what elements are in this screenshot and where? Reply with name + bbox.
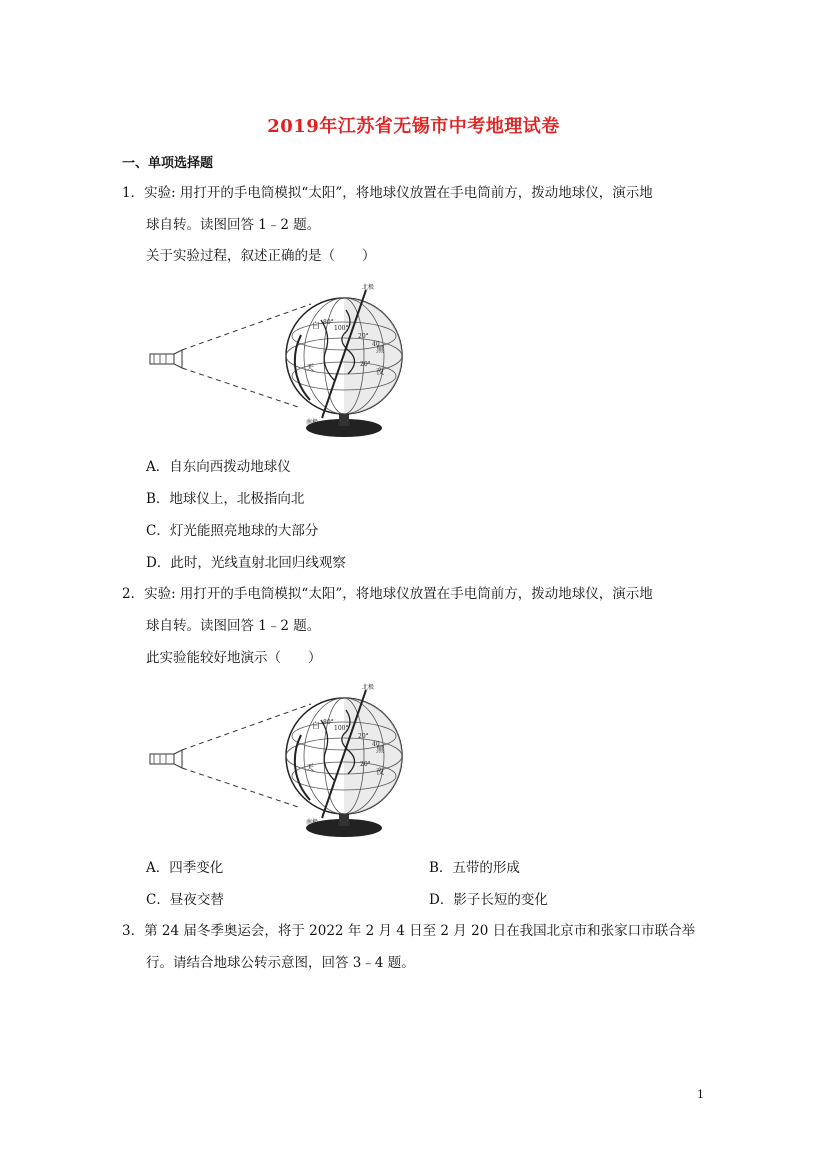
q3-text-line1: 第 24 届冬季奥运会，将于 2022 年 2 月 4 日至 2 月 20 日在我国北京市和张家口市联合举 [144, 923, 696, 939]
document-title: 2019年江苏省无锡市中考地理试卷 [267, 116, 560, 137]
day-label-1: 白 [312, 321, 320, 330]
section-heading: 一、单项选择题 [122, 156, 214, 171]
q2-option-d[interactable]: D．影子长短的变化 [429, 892, 548, 908]
day-label-2: 天 [306, 363, 314, 372]
q1-option-b[interactable]: B．地球仪上，北极指向北 [146, 491, 305, 507]
q3-number: 3． [122, 923, 145, 939]
lat-label-2: 40 [372, 341, 380, 348]
north-pole-label: 北极 [362, 284, 375, 291]
flashlight-globe-illustration [146, 280, 426, 440]
q2-option-a[interactable]: A．四季变化 [146, 860, 224, 876]
q1-line1 [122, 183, 653, 203]
night-label-1: 黑 [376, 745, 384, 754]
lon-label-2: 100° [334, 325, 349, 332]
lat-label-1: 20° [358, 733, 369, 740]
globe-figure-1 [146, 280, 426, 444]
q1-stem: 关于实验过程，叙述正确的是（ ） [146, 248, 376, 264]
q1-number: 1． [122, 185, 145, 201]
globe-figure-2 [146, 680, 426, 844]
lat-label-3: 20° [360, 361, 371, 368]
q2-text-line1: 实验: 用打开的手电筒模拟“太阳”，将地球仪放置在手电筒前方，拨动地球仪，演示地 [144, 586, 653, 602]
q2-text-line2: 球自转。读图回答 1﹣2 题。 [146, 618, 321, 634]
q1-option-c[interactable]: C．灯光能照亮地球的大部分 [146, 523, 319, 539]
page-number: 1 [697, 1088, 704, 1101]
day-label-2: 天 [306, 763, 314, 772]
q1-option-a[interactable]: A．自东向西拨动地球仪 [146, 459, 291, 475]
q1-text-line1: 实验: 用打开的手电筒模拟“太阳”，将地球仪放置在手电筒前方，拨动地球仪，演示地 [144, 185, 653, 201]
south-pole-label: 南极 [306, 419, 319, 426]
q2-option-c[interactable]: C．昼夜交替 [146, 892, 224, 908]
lon-label: 80° [323, 719, 334, 726]
lat-label-2: 40 [372, 741, 380, 748]
q2-line1 [122, 584, 653, 604]
lat-label-3: 20° [360, 761, 371, 768]
q3-text-line2: 行。请结合地球公转示意图，回答 3﹣4 题。 [146, 955, 415, 971]
q2-stem: 此实验能较好地演示（ ） [146, 650, 322, 666]
q2-option-b[interactable]: B．五带的形成 [429, 860, 520, 876]
night-label-1: 黑 [376, 345, 384, 354]
night-label-2: 夜 [376, 367, 384, 376]
day-label-1: 白 [312, 721, 320, 730]
q1-option-d[interactable]: D．此时，光线直射北回归线观察 [146, 555, 346, 571]
lon-label-2: 100° [334, 725, 349, 732]
q2-number: 2． [122, 586, 145, 602]
q1-text-line2: 球自转。读图回答 1﹣2 题。 [146, 217, 321, 233]
q3-line1 [122, 921, 695, 941]
north-pole-label: 北极 [362, 684, 375, 691]
flashlight-globe-illustration-2 [146, 680, 426, 840]
south-pole-label: 南极 [306, 819, 319, 826]
night-label-2: 夜 [376, 767, 384, 776]
lat-label-1: 20° [358, 333, 369, 340]
lon-label: 80° [323, 319, 334, 326]
